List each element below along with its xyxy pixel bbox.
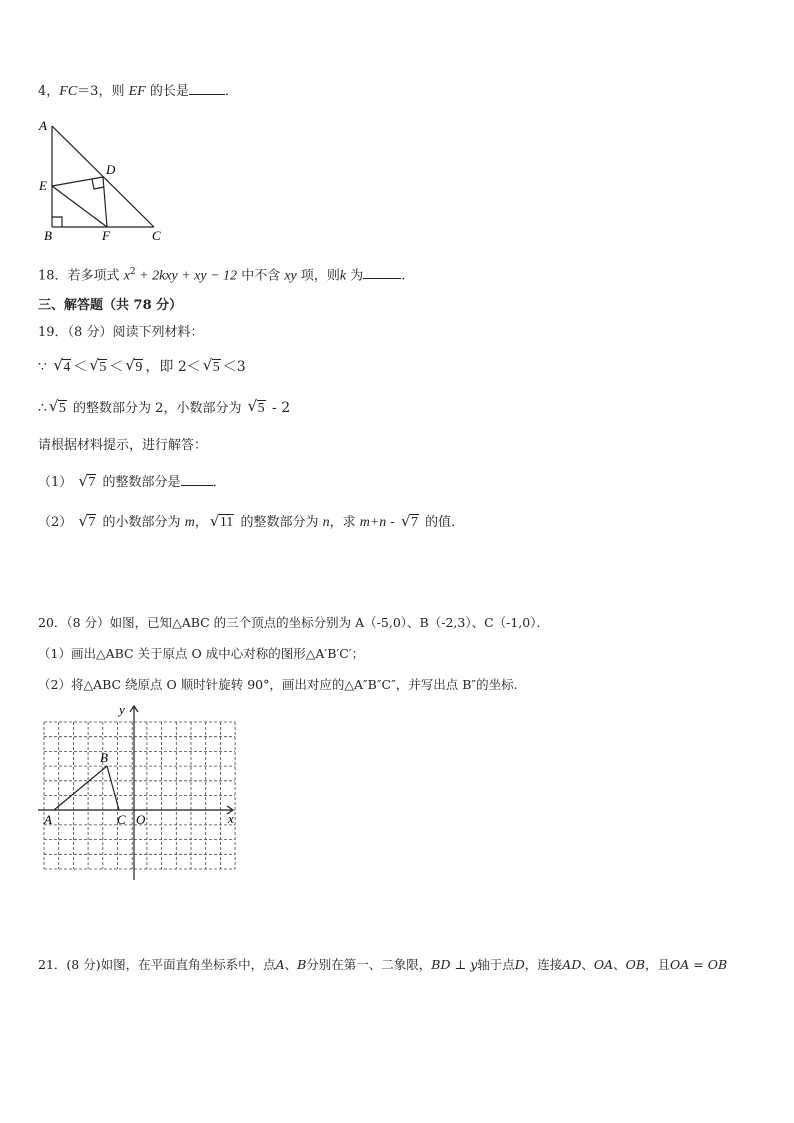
axis-y-label: y bbox=[119, 702, 125, 717]
answer-blank[interactable] bbox=[181, 473, 213, 486]
sqrt-7c: √ 7 bbox=[400, 512, 418, 530]
point-C-label: C bbox=[117, 812, 126, 827]
sqrt-5d: √ 5 bbox=[247, 397, 265, 416]
label-A: A bbox=[39, 118, 47, 133]
q20-part-1: （1）画出△ABC 关于原点 O 成中心对称的图形△A′B′C′； bbox=[38, 646, 365, 661]
q19-therefore-line: ∴ √ 5 的整数部分为 2，小数部分为 √ 5 - 2 bbox=[38, 397, 291, 416]
label-E: E bbox=[39, 178, 47, 193]
sqrt-7: √ 7 bbox=[78, 472, 96, 490]
question-21: 21．(8 分)如图，在平面直角坐标系中，点𝐴、𝐵分别在第一、二象限，𝐵𝐷 ⊥ 𝑦轴于点𝐷，连接𝐴𝐷、𝑂𝐴、𝑂𝐵，且𝑂𝐴 = 𝑂𝐵 bbox=[38, 957, 728, 972]
q19-because-line: ∵ √ 4 ＜ √ 5 ＜ √ 9 ，即 2＜ √ 5 ＜3 bbox=[38, 356, 246, 375]
question-19-head: 19．（8 分）阅读下列材料： bbox=[38, 325, 204, 340]
label-B: B bbox=[44, 228, 52, 243]
fc-symbol: FC bbox=[59, 84, 78, 99]
label-C: C bbox=[152, 228, 161, 243]
q20-part-2: （2）将△ABC 绕原点 O 顺时针旋转 90°，画出对应的△A″B″C″，并写出点 B″的坐标. bbox=[38, 677, 518, 692]
origin-O-label: O bbox=[136, 812, 146, 827]
triangle-figure bbox=[30, 112, 170, 244]
q19-prompt: 请根据材料提示，进行解答： bbox=[38, 438, 208, 453]
point-B-label: B bbox=[100, 750, 108, 765]
sqrt-5: √ 5 bbox=[89, 356, 107, 375]
q19-part-1: （1） √ 7 的整数部分是 ． bbox=[38, 472, 226, 490]
section-heading: 三、解答题（共 78 分） bbox=[38, 298, 183, 313]
label-D: D bbox=[106, 162, 116, 177]
sqrt-4: √ 4 bbox=[53, 356, 71, 375]
question-20-head: 20．（8 分）如图，已知△ABC 的三个顶点的坐标分别为 A（-5,0）、B（-2,3）、C（-1,0）． bbox=[38, 615, 549, 630]
q17-tail: 4，FC＝3，则 EF 的长是 ． bbox=[38, 84, 238, 99]
point-A-label: A bbox=[44, 812, 52, 827]
sqrt-11: √ 11 bbox=[209, 512, 234, 530]
answer-blank[interactable] bbox=[363, 266, 401, 279]
label-F: F bbox=[102, 228, 110, 243]
question-18: 18．若多项式 $x^2 + 2kxy$ + xy − 12 中不含 xy 项，则k 为 . bbox=[38, 267, 406, 284]
answer-blank[interactable] bbox=[189, 82, 225, 95]
coordinate-grid-figure bbox=[30, 700, 250, 885]
sqrt-5b: √ 5 bbox=[202, 356, 220, 375]
sqrt-9: √ 9 bbox=[125, 356, 143, 375]
q19-part-2: （2） √ 7 的小数部分为 m， √ 11 的整数部分为 n，求 m+n - √ 7 的值． bbox=[38, 512, 465, 530]
sqrt-5c: √ 5 bbox=[48, 397, 66, 416]
ef-symbol: EF bbox=[128, 84, 146, 99]
sqrt-7b: √ 7 bbox=[78, 512, 96, 530]
axis-x-label: x bbox=[228, 811, 234, 826]
